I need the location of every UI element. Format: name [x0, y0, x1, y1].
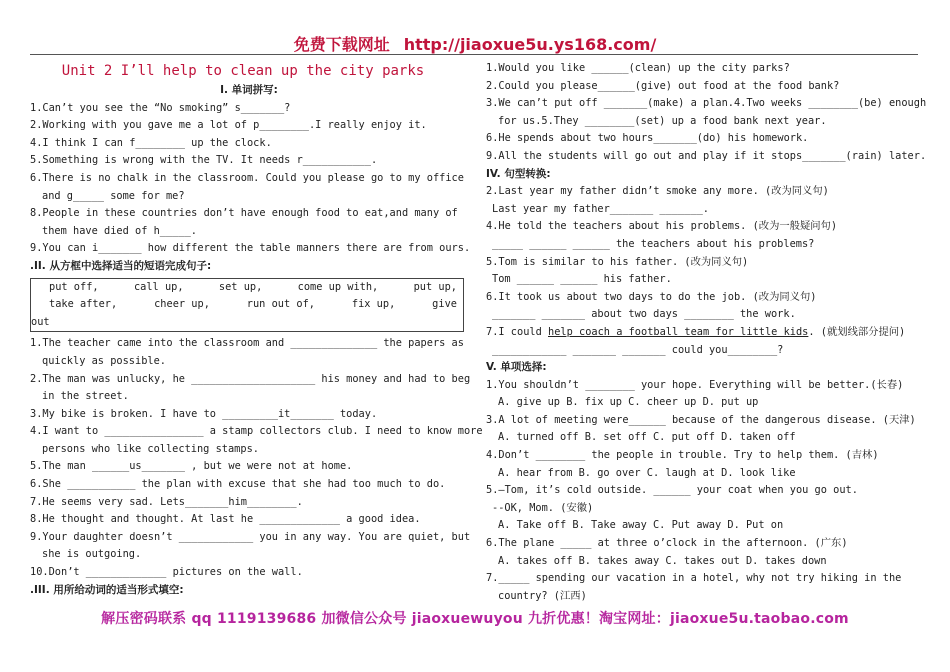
s5-line: 4.Don’t ________ the people in trouble. Try to help them. (吉林) — [486, 449, 879, 462]
s2-line: 9.Your daughter doesn’t ____________ you in any way. You are quiet, but — [30, 530, 471, 543]
header-divider — [30, 54, 918, 55]
s4-line: Last year my father_______ _______. — [492, 202, 709, 215]
phrase: set up, — [218, 280, 263, 293]
document-title: Unit 2 I’ll help to clean up the city parks — [61, 63, 425, 79]
s4-q7-answer: ____________ _______ _______ could you________? — [492, 343, 784, 356]
s1-line: 6.There is no chalk in the classroom. Could you please go to my office — [30, 171, 464, 184]
s3-line: 1.Would you like ______(clean) up the city parks? — [486, 62, 790, 74]
s5-line: 3.A lot of meeting were______ because of the dangerous disease. (天津) — [486, 413, 916, 426]
phrase-row — [31, 279, 463, 297]
s1-line: 1.Can’t you see the “No smoking” s_______? — [30, 101, 291, 114]
s4-line: 2.Last year my father didn’t smoke any more. (改为同义句) — [486, 185, 829, 198]
s3-line: 2.Could you please______(give) out food at the food bank? — [486, 79, 840, 92]
phrase: take after, — [49, 298, 118, 311]
s1-line: 9.You can i_______ how different the table manners there are from ours. — [30, 242, 471, 255]
s2-line: 7.He seems very sad. Lets_______him________. — [30, 495, 303, 508]
q7-underlined-phrase: help coach a football team for little kids — [548, 325, 809, 338]
section1-heading: I. 单词拼写: — [220, 84, 278, 96]
s4-line: _______ _______ about two days ________ the work. — [492, 308, 796, 321]
s2-line: 6.She ___________ the plan with excuse that she had too much to do. — [30, 478, 446, 491]
s1-line: and g_____ some for me? — [42, 189, 185, 202]
q7-suffix: . (就划线部分提问) — [808, 325, 906, 338]
s5-line: 1.You shouldn’t ________ your hope. Everything will be better.(长春) — [486, 378, 904, 391]
s4-line: 6.It took us about two days to do the job. (改为同义句) — [486, 290, 817, 303]
header-banner — [0, 32, 950, 55]
s5-line: 6.The plane _____ at three o’clock in the afternoon. (广东) — [486, 537, 848, 550]
s5-options: A. takes off B. takes away C. takes out D. takes down — [498, 554, 827, 567]
s2-line: quickly as possible. — [42, 354, 166, 367]
section4-heading: IV. 句型转换: — [486, 167, 551, 180]
s5-line: country? (江西) — [498, 589, 587, 602]
s4-line: _____ ______ ______ the teachers about his problems? — [492, 237, 815, 250]
s2-line: 2.The man was unlucky, he ____________________ his money and had to beg — [30, 372, 471, 385]
phrase: cheer up, — [154, 298, 210, 311]
phrase: call up, — [133, 280, 184, 293]
phrase: out — [31, 315, 50, 328]
site-url-link[interactable]: http://jiaoxue5u.ys168.com/ — [403, 35, 657, 54]
s5-line: 7._____ spending our vacation in a hotel, why not try hiking in the — [486, 572, 902, 585]
s4-line: 5.Tom is similar to his father. (改为同义句) — [486, 255, 749, 268]
s4-line: Tom ______ ______ his father. — [492, 273, 672, 286]
s2-line: 1.The teacher came into the classroom and ______________ the papers as — [30, 337, 464, 350]
s1-line: 5.Something is wrong with the TV. It needs r___________. — [30, 154, 378, 167]
s4-q7 — [486, 324, 920, 342]
site-label: 免费下载网址 — [293, 35, 390, 54]
phrase-box — [30, 278, 464, 333]
s5-options: A. hear from B. go over C. laugh at D. look like — [498, 466, 796, 479]
phrase: fix up, — [351, 298, 396, 311]
s5-options: A. Take off B. Take away C. Put away D. Put on — [498, 519, 784, 532]
phrase: run out of, — [246, 298, 315, 311]
phrase-row — [31, 296, 463, 314]
s2-line: 5.The man ______us_______ , but we were not at home. — [30, 460, 353, 473]
s4-line: 4.He told the teachers about his problems. (改为一般疑问句) — [486, 220, 838, 233]
right-column — [486, 60, 927, 605]
s2-line: in the street. — [42, 390, 129, 403]
s1-line: 2.Working with you gave me a lot of p________.I really enjoy it. — [30, 119, 427, 132]
s1-line: 4.I think I can f________ up the clock. — [30, 136, 272, 149]
s2-line: persons who like collecting stamps. — [42, 442, 259, 455]
s3-line: for us.5.They ________(set) up a food bank next year. — [498, 114, 827, 127]
left-column — [30, 60, 483, 599]
footer-banner: 解压密码联系 qq 1119139686 加微信公众号 jiaoxuewuyou 九折优惠！淘宝网址：jiaoxue5u.taobao.com — [101, 611, 849, 627]
phrase: put up, — [413, 280, 457, 293]
phrase: put off, — [49, 280, 99, 293]
s1-line: 8.People in these countries don’t have enough food to eat,and many of — [30, 207, 458, 220]
s2-line: 8.He thought and thought. At last he _____________ a good idea. — [30, 513, 421, 526]
s2-line: 4.I want to ________________ a stamp collectors club. I need to know more — [30, 425, 483, 438]
s3-line: 3.We can’t put off _______(make) a plan.4.Two weeks ________(be) enough — [486, 97, 927, 110]
s5-options: A. turned off B. set off C. put off D. taken off — [498, 431, 796, 444]
section3-heading: .III. 用所给动词的适当形式填空: — [30, 583, 184, 596]
s5-line: 5.—Tom, it’s cold outside. ______ your coat when you go out. — [486, 484, 858, 497]
s2-line: 10.Don’t _____________ pictures on the wall. — [30, 566, 303, 579]
q7-prefix: 7.I could — [486, 325, 548, 338]
section5-heading: V. 单项选择: — [486, 361, 547, 374]
s5-line: --OK, Mom. (安徽) — [492, 501, 594, 514]
phrase: come up with, — [297, 280, 379, 293]
s2-line: she is outgoing. — [42, 548, 142, 561]
s2-line: 3.My bike is broken. I have to _________it_______ today. — [30, 407, 378, 420]
s1-line: them have died of h_____. — [42, 224, 197, 237]
s3-line: 9.All the students will go out and play if it stops_______(rain) later. — [486, 149, 927, 162]
phrase: give — [432, 298, 457, 311]
s3-line: 6.He spends about two hours_______(do) his homework. — [486, 132, 809, 145]
section2-heading: .II. 从方框中选择适当的短语完成句子: — [30, 259, 212, 272]
s5-options: A. give up B. fix up C. cheer up D. put up — [498, 396, 759, 409]
